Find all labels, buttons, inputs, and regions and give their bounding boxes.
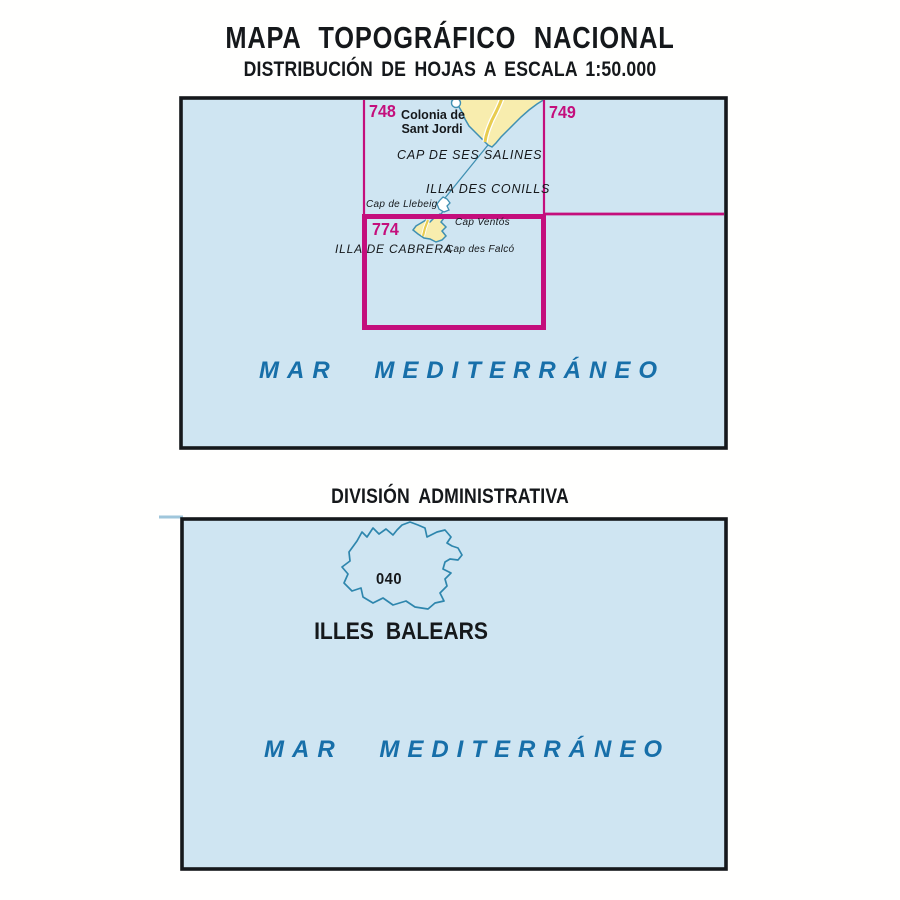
sea-label-top-map: MAR MEDITERRÁNEO bbox=[259, 357, 665, 384]
sea-label-admin-map: MAR MEDITERRÁNEO bbox=[264, 736, 670, 763]
sheet-number-748 bbox=[369, 101, 396, 121]
admin-division-map bbox=[150, 505, 750, 877]
region-name bbox=[314, 618, 488, 645]
sheet-number-749 bbox=[549, 102, 576, 122]
label-cap-des-falco: Cap des Falcó bbox=[446, 244, 515, 255]
label-illa-des-conills: ILLA DES CONILLS bbox=[426, 182, 551, 196]
svg-text:040: 040 bbox=[376, 570, 402, 589]
svg-text:774: 774 bbox=[372, 219, 399, 240]
label-cap-de-ses-salines: CAP DE SES SALINES bbox=[397, 148, 543, 162]
label-illa-de-cabrera: ILLA DE CABRERA bbox=[335, 242, 453, 256]
label-colonia-line1: Colonia de bbox=[401, 108, 465, 122]
svg-text:ILLES BALEARS: ILLES BALEARS bbox=[314, 617, 488, 645]
sheet-index-map bbox=[150, 88, 750, 458]
page-title: MAPA TOPOGRÁFICO NACIONAL bbox=[225, 20, 675, 55]
label-cap-de-llebeig: Cap de Llebeig bbox=[366, 199, 438, 210]
label-cap-ventos: Cap Ventós bbox=[455, 217, 510, 228]
svg-text:749: 749 bbox=[549, 102, 576, 123]
sea-background bbox=[182, 519, 726, 869]
province-sheet-code bbox=[376, 570, 402, 588]
admin-division-title: DIVISIÓN ADMINISTRATIVA bbox=[331, 484, 569, 508]
svg-text:748: 748 bbox=[369, 101, 396, 122]
sheet-number-774 bbox=[372, 219, 399, 239]
label-colonia-line2: Sant Jordi bbox=[401, 122, 463, 136]
page-subtitle: DISTRIBUCIÓN DE HOJAS A ESCALA 1:50.000 bbox=[243, 57, 657, 81]
